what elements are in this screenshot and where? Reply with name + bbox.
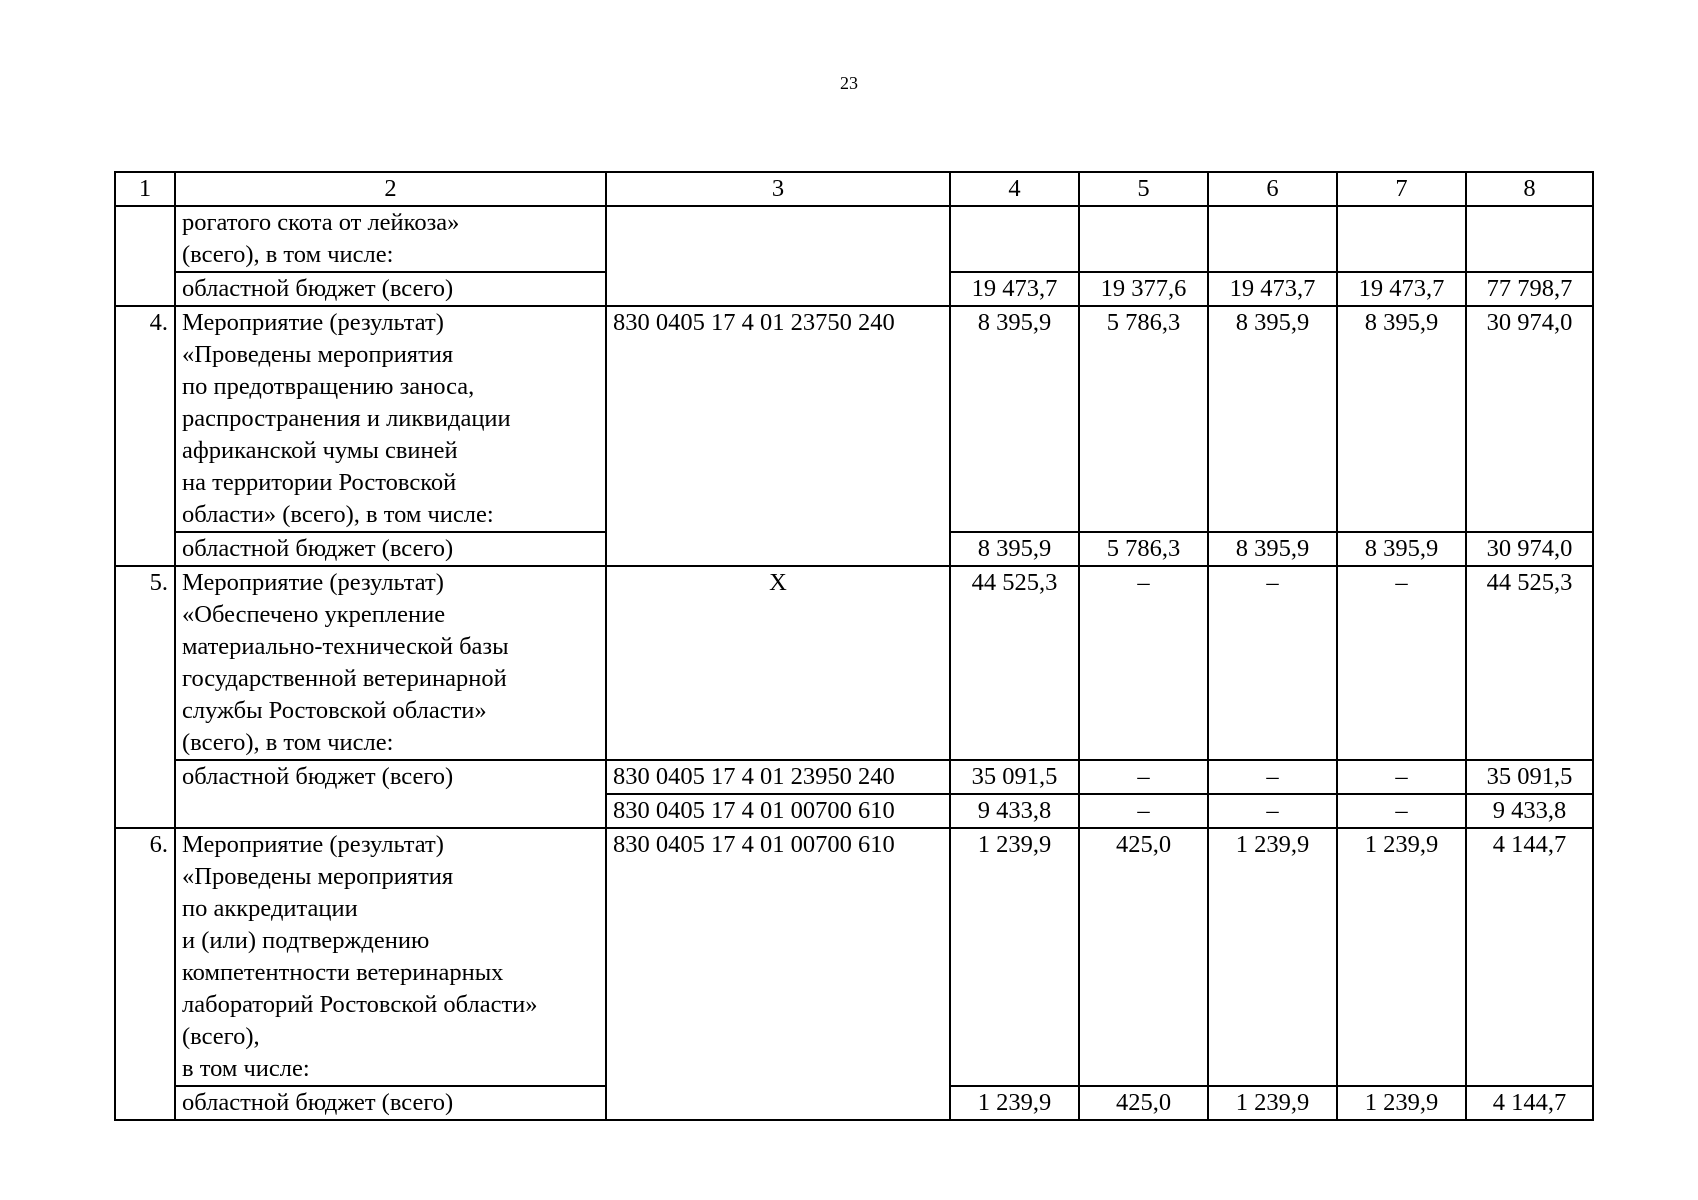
row-index-empty xyxy=(115,206,175,306)
value-cell: – xyxy=(1079,760,1208,794)
header-col-5: 5 xyxy=(1079,172,1208,206)
value-cell: 8 395,9 xyxy=(1337,306,1466,532)
value-cell: 1 239,9 xyxy=(950,1086,1079,1120)
subtotal-label: областной бюджет (всего) xyxy=(175,1086,606,1120)
budget-table xyxy=(114,171,1594,1121)
value-cell: – xyxy=(1208,760,1337,794)
table-row-subtotal xyxy=(115,760,1593,794)
value-cell: 1 239,9 xyxy=(1337,828,1466,1086)
value-cell: 425,0 xyxy=(1079,1086,1208,1120)
value-cell: 4 144,7 xyxy=(1466,828,1593,1086)
budget-code: 830 0405 17 4 01 23750 240 xyxy=(606,306,950,566)
value-cell: 9 433,8 xyxy=(950,794,1079,828)
budget-code: 830 0405 17 4 01 00700 610 xyxy=(606,794,950,828)
value-cell: 30 974,0 xyxy=(1466,532,1593,566)
row-description: Мероприятие (результат) «Проведены мероприятия по предотвращению заноса, распространения и ликвидации африканской чумы свиней на территории Ростовской области» (всего), в том числе: xyxy=(175,306,606,532)
value-cell: 425,0 xyxy=(1079,828,1208,1086)
value-cell xyxy=(1079,206,1208,272)
subtotal-label: областной бюджет (всего) xyxy=(175,532,606,566)
value-cell: 19 473,7 xyxy=(1337,272,1466,306)
row-index: 6. xyxy=(115,828,175,1120)
header-col-3: 3 xyxy=(606,172,950,206)
value-cell: 30 974,0 xyxy=(1466,306,1593,532)
value-cell: 35 091,5 xyxy=(1466,760,1593,794)
value-cell: – xyxy=(1337,794,1466,828)
header-col-2: 2 xyxy=(175,172,606,206)
value-cell: 44 525,3 xyxy=(950,566,1079,760)
value-cell: 1 239,9 xyxy=(950,828,1079,1086)
header-row xyxy=(115,172,1593,206)
budget-code: 830 0405 17 4 01 23950 240 xyxy=(606,760,950,794)
row-code-empty xyxy=(606,206,950,306)
value-cell: 44 525,3 xyxy=(1466,566,1593,760)
row-description: рогатого скота от лейкоза» (всего), в том числе: xyxy=(175,206,606,272)
budget-code: Х xyxy=(606,566,950,760)
value-cell: 19 473,7 xyxy=(950,272,1079,306)
row-description: Мероприятие (результат) «Проведены мероприятия по аккредитации и (или) подтверждению компетентности ветеринарных лабораторий Ростовской области» (всего), в том числе: xyxy=(175,828,606,1086)
table-row-4 xyxy=(115,306,1593,532)
header-col-7: 7 xyxy=(1337,172,1466,206)
page-number: 23 xyxy=(840,73,858,93)
budget-code: 830 0405 17 4 01 00700 610 xyxy=(606,828,950,1120)
table-row-continued xyxy=(115,206,1593,272)
row-index: 5. xyxy=(115,566,175,828)
value-cell: 19 473,7 xyxy=(1208,272,1337,306)
value-cell: 77 798,7 xyxy=(1466,272,1593,306)
value-cell: 5 786,3 xyxy=(1079,306,1208,532)
subtotal-label: областной бюджет (всего) xyxy=(175,760,606,828)
value-cell xyxy=(1466,206,1593,272)
header-col-1: 1 xyxy=(115,172,175,206)
value-cell: – xyxy=(1079,566,1208,760)
value-cell: 8 395,9 xyxy=(950,532,1079,566)
value-cell: 8 395,9 xyxy=(1208,532,1337,566)
row-description: Мероприятие (результат) «Обеспечено укрепление материально-технической базы государственной ветеринарной службы Ростовской области» (всего), в том числе: xyxy=(175,566,606,760)
value-cell: 5 786,3 xyxy=(1079,532,1208,566)
header-col-8: 8 xyxy=(1466,172,1593,206)
value-cell: 8 395,9 xyxy=(950,306,1079,532)
value-cell: 9 433,8 xyxy=(1466,794,1593,828)
value-cell: – xyxy=(1208,566,1337,760)
value-cell: – xyxy=(1208,794,1337,828)
header-col-4: 4 xyxy=(950,172,1079,206)
row-index: 4. xyxy=(115,306,175,566)
value-cell: 1 239,9 xyxy=(1208,828,1337,1086)
value-cell: 1 239,9 xyxy=(1337,1086,1466,1120)
table-row-5 xyxy=(115,566,1593,760)
header-col-6: 6 xyxy=(1208,172,1337,206)
value-cell xyxy=(1208,206,1337,272)
table-row-6 xyxy=(115,828,1593,1086)
subtotal-label: областной бюджет (всего) xyxy=(175,272,606,306)
value-cell: 4 144,7 xyxy=(1466,1086,1593,1120)
value-cell: – xyxy=(1337,566,1466,760)
value-cell: – xyxy=(1337,760,1466,794)
value-cell: 8 395,9 xyxy=(1208,306,1337,532)
value-cell xyxy=(1337,206,1466,272)
value-cell xyxy=(950,206,1079,272)
value-cell: – xyxy=(1079,794,1208,828)
value-cell: 1 239,9 xyxy=(1208,1086,1337,1120)
value-cell: 8 395,9 xyxy=(1337,532,1466,566)
value-cell: 19 377,6 xyxy=(1079,272,1208,306)
value-cell: 35 091,5 xyxy=(950,760,1079,794)
